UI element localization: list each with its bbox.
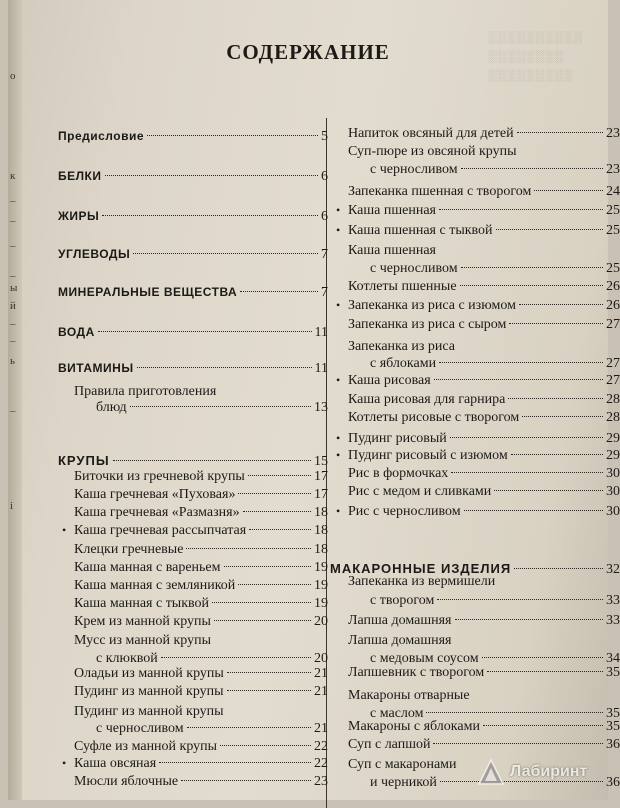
toc-entry [330,632,620,649]
toc-entry [330,372,620,389]
toc-entry-title-continued: с медовым соусом [370,651,479,666]
toc-entry-title-continued: с маслом [370,706,424,721]
toc-page-number: 13 [314,400,328,415]
toc-entry [330,183,620,200]
show-through-text: ░░░░░░░░░░ ░░░░░░░░ ░░░░░░░░░ [488,30,584,82]
toc-entry-title: Каша пшенная [348,243,436,258]
toc-page-number: 7 [321,247,328,262]
toc-entry [58,595,328,612]
edge-character: й [10,300,16,312]
toc-entry-title: Биточки из гречневой крупы [74,469,245,484]
toc-entry [330,465,620,482]
leader-dots [437,599,603,600]
toc-entry-title-continued: с клюквой [96,651,158,666]
toc-page-number: 29 [606,448,620,463]
edge-character: ь [10,355,16,367]
toc-page-number: 6 [321,169,328,184]
bullet-marker: • [336,373,341,387]
toc-entry-title: Крем из манной крупы [74,614,211,629]
toc-entry-title: УГЛЕВОДЫ [58,247,131,261]
toc-page-number: 26 [606,298,620,313]
toc-entry-title: Рис в формочках [348,466,449,481]
bullet-marker: • [336,431,341,445]
toc-page-number: 18 [314,542,328,557]
toc-page-number: 25 [606,203,620,218]
toc-entry [58,703,328,720]
toc-entry-continuation [58,720,328,737]
toc-entry-title: Суп с лапшой [348,737,431,752]
toc-entry [330,202,620,219]
toc-entry-title-continued: и черникой [370,775,437,790]
toc-page-number: 36 [606,737,620,752]
leader-dots [181,780,311,781]
toc-page-number: 26 [606,279,620,294]
leader-dots [238,493,311,494]
toc-entry [58,168,328,185]
toc-entry-title: Макароны отварные [348,688,470,703]
toc-entry-title: Мусс из манной крупы [74,633,212,648]
toc-entry [330,664,620,681]
leader-dots [439,362,603,363]
toc-entry [58,284,328,301]
toc-entry-continuation [330,355,620,372]
toc-entry-title: Запеканка из риса с изюмом [348,298,516,313]
watermark-logo [476,752,606,792]
toc-entry [58,559,328,576]
toc-entry-continuation [330,592,620,609]
toc-entry-title: Каша пшенная с тыквой [348,223,493,238]
leader-dots [511,454,603,455]
toc-entry-title: Запеканка из вермишели [348,574,496,589]
toc-entry [58,738,328,755]
edge-character: – [10,405,16,417]
toc-page-number: 35 [606,665,620,680]
toc-entry-title: Каша манная с земляникой [74,578,236,593]
toc-entry [58,128,328,145]
bullet-marker: • [336,298,341,312]
toc-entry-title: Запеканка из риса с сыром [348,317,507,332]
toc-entry-title: Каша гречневая «Размазня» [74,505,240,520]
toc-entry [330,278,620,295]
toc-right-column [330,0,620,800]
leader-dots [159,762,311,763]
bullet-marker: • [62,523,67,537]
toc-entry-title: Рис с черносливом [348,504,461,519]
leader-dots [186,548,311,549]
toc-page-number: 19 [314,560,328,575]
leader-dots [238,584,311,585]
toc-entry [58,324,328,341]
leader-dots [98,331,312,332]
leader-dots [113,460,311,461]
toc-page-number: 18 [314,523,328,538]
toc-page-number: 11 [314,361,328,376]
toc-page-number: 21 [314,684,328,699]
leader-dots [482,657,603,658]
leader-dots [517,132,603,133]
leader-dots [243,511,311,512]
edge-character: ы [10,282,18,294]
toc-entry-title: МАКАРОННЫЕ ИЗДЕЛИЯ [330,561,512,576]
toc-entry-title: Правила приготовления [74,384,217,399]
toc-entry-title: Каша манная с тыквой [74,596,210,611]
toc-entry [58,486,328,503]
toc-entry [330,338,620,355]
toc-entry-title-continued: с черносливом [96,721,184,736]
toc-page-number: 25 [606,261,620,276]
toc-entry-title: МИНЕРАЛЬНЫЕ ВЕЩЕСТВА [58,285,238,299]
toc-page-number: 17 [314,487,328,502]
toc-entry [330,391,620,408]
toc-page-number: 27 [606,317,620,332]
leader-dots [450,437,603,438]
leader-dots [455,619,604,620]
toc-entry-title: Каша пшенная [348,203,436,218]
watermark-text: Лабиринт [510,763,588,780]
leader-dots [227,672,311,673]
leader-dots [461,168,603,169]
toc-entry-title: Суп с макаронами [348,757,457,772]
toc-entry [330,687,620,704]
toc-page-number: 35 [606,706,620,721]
toc-entry [58,383,328,400]
leader-dots [534,190,603,191]
toc-entry-continuation [330,260,620,277]
toc-page-number: 23 [314,774,328,789]
leader-dots [508,398,603,399]
toc-entry [330,316,620,333]
toc-entry-title: Пудинг рисовый с изюмом [348,448,508,463]
toc-entry [330,447,620,464]
toc-page-number: 27 [606,356,620,371]
bullet-marker: • [336,223,341,237]
edge-character: о [10,70,16,82]
toc-page-number: 30 [606,484,620,499]
toc-page-number: 21 [314,666,328,681]
toc-page-number: 33 [606,613,620,628]
toc-entry [330,430,620,447]
toc-entry [330,483,620,500]
toc-entry-title: Каша рисовая [348,373,431,388]
edge-character: – [10,195,16,207]
toc-entry-title: Макароны с яблоками [348,719,480,734]
toc-page-number: 23 [606,162,620,177]
toc-entry-title: КРУПЫ [58,453,110,468]
leader-dots [161,657,311,658]
toc-entry [58,522,328,539]
toc-entry-title: Рис с медом и сливками [348,484,492,499]
leader-dots [212,602,311,603]
leader-dots [102,215,318,216]
toc-entry-title: Пудинг из манной крупы [74,684,224,699]
toc-entry-title-continued: с черносливом [370,261,458,276]
leader-dots [133,253,318,254]
toc-entry-title: Лапшевник с творогом [348,665,485,680]
leader-dots [187,727,311,728]
toc-entry-title: Каша гречневая «Пуховая» [74,487,236,502]
toc-entry [330,143,620,160]
toc-page-number: 34 [606,651,620,666]
toc-entry-title: Напиток овсяный для детей [348,126,514,141]
toc-page-number: 25 [606,223,620,238]
edge-character: – [10,335,16,347]
toc-page-number: 22 [314,739,328,754]
toc-page-number: 19 [314,596,328,611]
adjacent-page-edge [8,0,22,800]
toc-entry-title: БЕЛКИ [58,169,102,183]
leader-dots [514,568,603,569]
leader-dots [426,712,603,713]
toc-entry-title: Каша манная с вареньем [74,560,221,575]
edge-character: – [10,270,16,282]
toc-entry-title-continued: с черносливом [370,162,458,177]
toc-page-number: 35 [606,719,620,734]
toc-page-number: 11 [314,325,328,340]
toc-entry [58,468,328,485]
toc-entry-continuation [330,161,620,178]
toc-page-number: 23 [606,126,620,141]
toc-page-number: 33 [606,593,620,608]
edge-character: к [10,170,16,182]
leader-dots [130,406,311,407]
toc-entry-title: Пудинг из манной крупы [74,704,224,719]
toc-entry [330,736,620,753]
toc-entry [58,208,328,225]
leader-dots [496,229,603,230]
leader-dots [105,175,319,176]
toc-entry-title: Лапша домашняя [348,613,452,628]
bullet-marker: • [336,203,341,217]
toc-page-number: 19 [314,578,328,593]
leader-dots [224,566,312,567]
toc-entry [330,573,620,590]
toc-entry-title: Запеканка из риса [348,339,455,354]
toc-entry-title: Запеканка пшенная с творогом [348,184,532,199]
leader-dots [214,620,311,621]
toc-entry [58,246,328,263]
leader-dots [464,510,603,511]
toc-page-number: 30 [606,466,620,481]
toc-page-number: 6 [321,209,328,224]
toc-entry [58,632,328,649]
toc-entry [58,755,328,772]
leader-dots [483,725,603,726]
leader-dots [509,323,603,324]
toc-page-number: 30 [606,504,620,519]
toc-page-number: 27 [606,373,620,388]
toc-entry-title: ВИТАМИНЫ [58,361,134,375]
toc-entry-title-continued: с яблоками [370,356,437,371]
toc-entry [330,222,620,239]
toc-entry-title: Мюсли яблочные [74,774,179,789]
leader-dots [519,304,603,305]
leader-dots [249,529,311,530]
leader-dots [487,671,603,672]
toc-page-number: 29 [606,431,620,446]
toc-page-number: 20 [314,651,328,666]
leader-dots [227,690,311,691]
toc-entry [330,125,620,142]
labyrinth-logo-icon [476,757,506,787]
toc-page-number: 28 [606,410,620,425]
toc-page-number: 28 [606,392,620,407]
edge-character: – [10,215,16,227]
edge-character: – [10,318,16,330]
toc-entry [330,612,620,629]
edge-character: – [10,240,16,252]
toc-entry [58,504,328,521]
page-title: СОДЕРЖАНИЕ [226,40,390,64]
bullet-marker: • [62,756,67,770]
leader-dots [147,135,318,136]
toc-entry-title-continued: с творогом [370,593,435,608]
toc-entry-title: Каша овсяная [74,756,157,771]
bullet-marker: • [336,448,341,462]
leader-dots [137,367,312,368]
toc-page-number: 17 [314,469,328,484]
toc-page-number: 36 [606,775,620,790]
toc-entry [58,773,328,790]
toc-entry-title: Пудинг рисовый [348,431,447,446]
leader-dots [451,472,603,473]
toc-entry-title: Оладьи из манной крупы [74,666,224,681]
toc-entry [58,577,328,594]
toc-entry [58,665,328,682]
toc-page-number: 7 [321,285,328,300]
toc-entry-continuation [58,399,328,416]
edge-character: і [10,500,14,512]
toc-entry [330,242,620,259]
toc-page-number: 32 [606,562,620,577]
leader-dots [220,745,311,746]
leader-dots [240,291,318,292]
toc-entry [58,683,328,700]
toc-page-number: 18 [314,505,328,520]
toc-entry-title: Каша рисовая для гарнира [348,392,506,407]
toc-entry-title: ВОДА [58,325,95,339]
toc-entry-title: Предисловие [58,129,145,143]
leader-dots [522,416,603,417]
toc-entry-title: Котлеты пшенные [348,279,457,294]
toc-entry [58,613,328,630]
toc-entry [330,503,620,520]
toc-entry-title: Клецки гречневые [74,542,184,557]
toc-entry [330,409,620,426]
toc-entry-title: Суп-пюре из овсяной крупы [348,144,517,159]
leader-dots [461,267,603,268]
toc-entry-title: Котлеты рисовые с творогом [348,410,520,425]
toc-entry [58,360,328,377]
leader-dots [439,209,603,210]
leader-dots [434,379,603,380]
book-page [8,0,620,800]
leader-dots [433,743,603,744]
toc-page-number: 24 [606,184,620,199]
leader-dots [248,475,311,476]
toc-entry-title-continued: блюд [96,400,127,415]
leader-dots [494,490,603,491]
toc-page-number: 15 [314,454,328,469]
toc-entry [330,718,620,735]
toc-page-number: 5 [321,129,328,144]
bullet-marker: • [336,504,341,518]
toc-entry-title: Лапша домашняя [348,633,452,648]
toc-page-number: 22 [314,756,328,771]
toc-entry-title: Суфле из манной крупы [74,739,218,754]
toc-left-column [58,0,328,800]
toc-entry [330,297,620,314]
toc-page-number: 21 [314,721,328,736]
toc-entry-title: Каша гречневая рассыпчатая [74,523,247,538]
toc-entry-title: ЖИРЫ [58,209,100,223]
toc-page-number: 20 [314,614,328,629]
toc-entry [58,541,328,558]
leader-dots [460,285,603,286]
